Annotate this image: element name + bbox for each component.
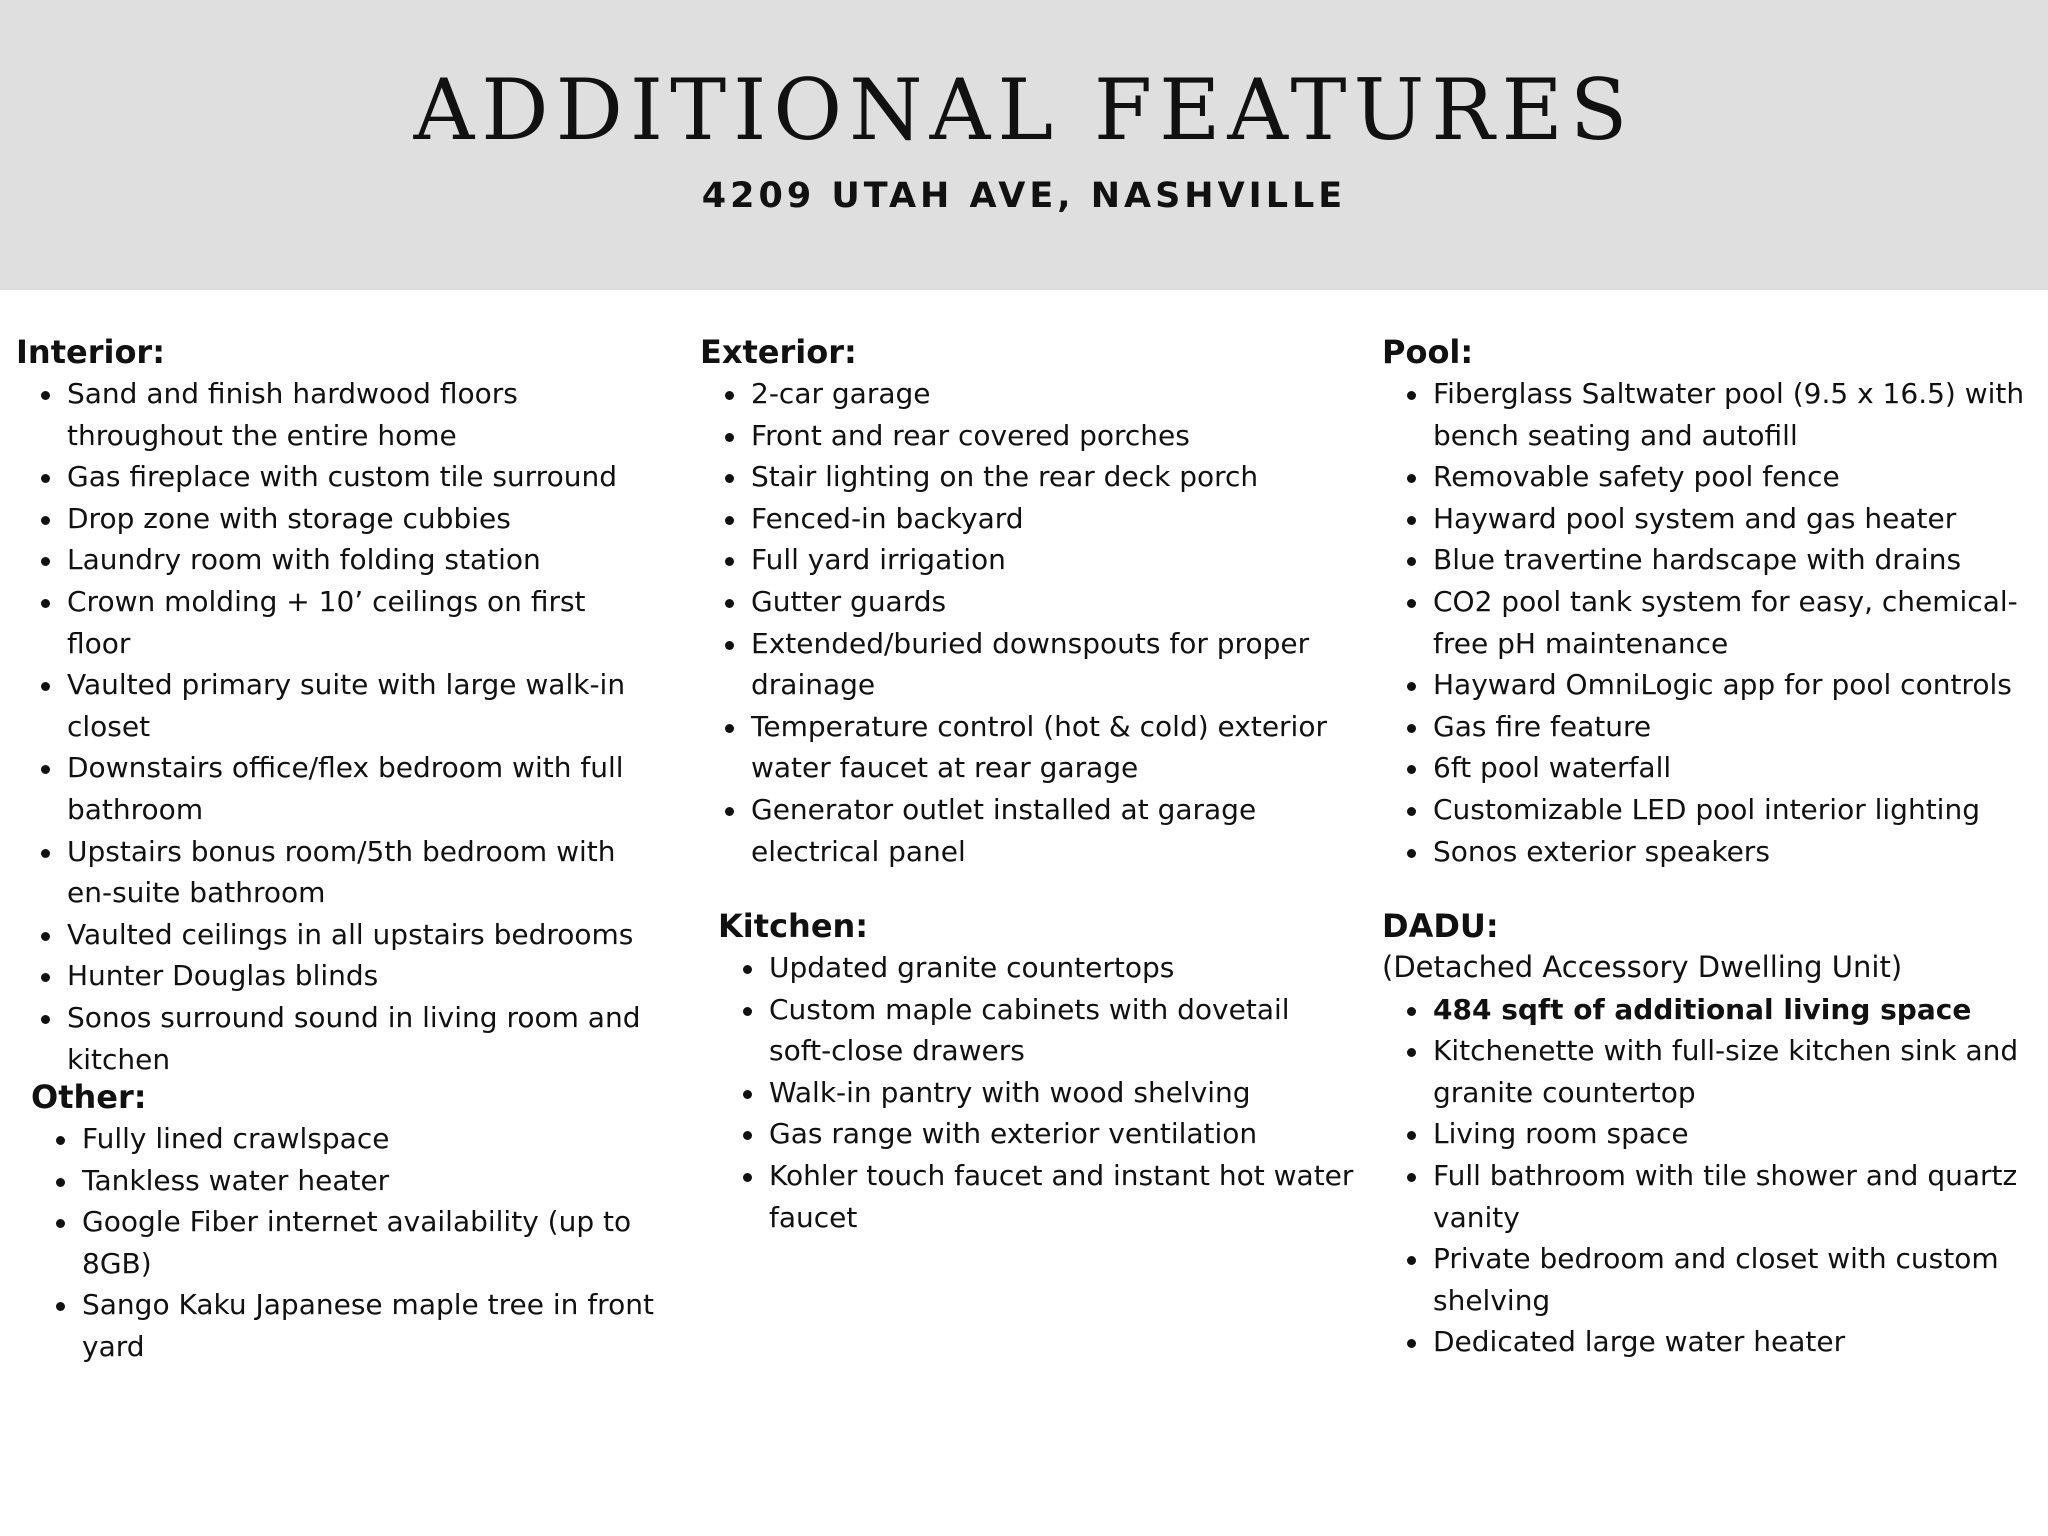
list-item: Drop zone with storage cubbies — [16, 498, 656, 540]
kitchen-list — [718, 947, 1358, 1238]
other-list — [31, 1118, 671, 1368]
list-item: Walk-in pantry with wood shelving — [718, 1072, 1358, 1114]
exterior-heading: Exterior: — [700, 333, 857, 371]
list-item: Gutter guards — [700, 581, 1350, 623]
list-item: Gas fireplace with custom tile surround — [16, 456, 656, 498]
kitchen-section — [718, 905, 1358, 1238]
list-item: Kohler touch faucet and instant hot water faucet — [718, 1155, 1358, 1238]
list-item: Sand and finish hardwood floors throughout the entire home — [16, 373, 656, 456]
list-item: Upstairs bonus room/5th bedroom with en-suite bathroom — [16, 831, 656, 914]
other-section — [31, 1076, 671, 1368]
list-item: Sango Kaku Japanese maple tree in front yard — [31, 1284, 671, 1367]
address-subtitle: 4209 UTAH AVE, NASHVILLE — [701, 176, 1347, 216]
list-item: Private bedroom and closet with custom shelving — [1382, 1238, 2042, 1321]
exterior-list — [700, 373, 1350, 872]
list-item: Google Fiber internet availability (up to 8GB) — [31, 1201, 671, 1284]
list-item: Gas fire feature — [1382, 706, 2042, 748]
header-banner — [0, 0, 2048, 290]
list-item: Downstairs office/flex bedroom with full bathroom — [16, 747, 656, 830]
list-item: Updated granite countertops — [718, 947, 1358, 989]
list-item: 2-car garage — [700, 373, 1350, 415]
list-item: Full bathroom with tile shower and quartz vanity — [1382, 1155, 2042, 1238]
list-item: Custom maple cabinets with dovetail soft-close drawers — [718, 989, 1358, 1072]
list-item: Living room space — [1382, 1113, 2042, 1155]
list-item: Fenced-in backyard — [700, 498, 1350, 540]
list-item: Hayward OmniLogic app for pool controls — [1382, 664, 2042, 706]
list-item: Temperature control (hot & cold) exterior water faucet at rear garage — [700, 706, 1350, 789]
list-item: Hunter Douglas blinds — [16, 955, 656, 997]
list-item: Hayward pool system and gas heater — [1382, 498, 2042, 540]
list-item: Vaulted ceilings in all upstairs bedrooms — [16, 914, 656, 956]
pool-list — [1382, 373, 2042, 872]
page-title: ADDITIONAL FEATURES — [413, 61, 1635, 159]
list-item: Crown molding + 10’ ceilings on first floor — [16, 581, 656, 664]
list-item: Customizable LED pool interior lighting — [1382, 789, 2042, 831]
interior-section — [16, 331, 656, 1080]
list-item: Generator outlet installed at garage electrical panel — [700, 789, 1350, 872]
dadu-heading: DADU: — [1382, 907, 1499, 945]
other-heading: Other: — [31, 1078, 147, 1116]
list-item: Removable safety pool fence — [1382, 456, 2042, 498]
dadu-list — [1382, 989, 2042, 1363]
list-item: 484 sqft of additional living space — [1382, 989, 2042, 1031]
list-item: Dedicated large water heater — [1382, 1321, 2042, 1363]
list-item: 6ft pool waterfall — [1382, 747, 2042, 789]
exterior-section — [700, 331, 1350, 872]
list-item: Sonos surround sound in living room and kitchen — [16, 997, 656, 1080]
list-item: Fully lined crawlspace — [31, 1118, 671, 1160]
kitchen-heading: Kitchen: — [718, 907, 869, 945]
dadu-section — [1382, 905, 2042, 1363]
list-item: Vaulted primary suite with large walk-in closet — [16, 664, 656, 747]
list-item: Extended/buried downspouts for proper drainage — [700, 623, 1350, 706]
dadu-subheading: (Detached Accessory Dwelling Unit) — [1382, 950, 1903, 984]
pool-heading: Pool: — [1382, 333, 1474, 371]
list-item: Kitchenette with full-size kitchen sink and granite countertop — [1382, 1030, 2042, 1113]
list-item: Laundry room with folding station — [16, 539, 656, 581]
interior-list — [16, 373, 656, 1080]
list-item: Sonos exterior speakers — [1382, 831, 2042, 873]
list-item: Full yard irrigation — [700, 539, 1350, 581]
list-item: Stair lighting on the rear deck porch — [700, 456, 1350, 498]
list-item: Blue travertine hardscape with drains — [1382, 539, 2042, 581]
list-item: Gas range with exterior ventilation — [718, 1113, 1358, 1155]
list-item: Tankless water heater — [31, 1160, 671, 1202]
interior-heading: Interior: — [16, 333, 165, 371]
pool-section — [1382, 331, 2042, 872]
list-item: Front and rear covered porches — [700, 415, 1350, 457]
list-item: Fiberglass Saltwater pool (9.5 x 16.5) with bench seating and autofill — [1382, 373, 2042, 456]
list-item: CO2 pool tank system for easy, chemical-free pH maintenance — [1382, 581, 2042, 664]
